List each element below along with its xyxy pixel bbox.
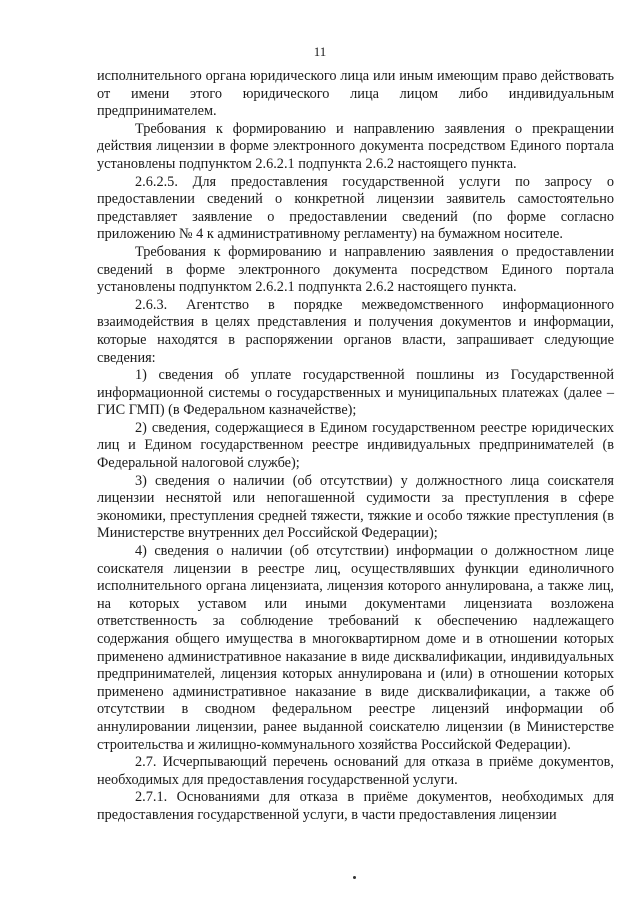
bottom-dot-mark (353, 876, 356, 879)
list-item-4: 4) сведения о наличии (об отсутствии) информации о должностном лице соискателя лицензии в реестре лиц, осуществлявших функции единоличного исполнительного органа лицензиата, лицензия которого аннулирована, а также лиц, на которых уставом или иными документами лицензиата возложена ответственность за соблюдение требований к обеспечению надлежащего содержания общего имущества в многоквартирном доме и в отношении которых применено административное наказание в виде дисквалификации, индивидуальных предпринимателей, лицензия которых аннулирована и (или) в отношении которых применено административное наказание в виде дисквалификации, а также об отсутствии в сводном федеральном реестре лицензий информации об аннулировании лицензии, ранее выданной соискателю лицензии (в Министерстве строительства и жилищно-коммунального хозяйства Российской Федерации). (97, 543, 614, 753)
list-item-2: 2) сведения, содержащиеся в Едином государственном реестре юридических лиц и Едином государственном реестре индивидуальных предпринимателей (в Федеральной налоговой службе); (97, 419, 614, 472)
section-heading-2-7: 2.7. Исчерпывающий перечень оснований для отказа в приёме документов, необходимых для предоставления государственной услуги. (97, 754, 614, 788)
paragraph-3: 2.6.2.5. Для предоставления государственной услуги по запросу о предоставлении сведений о конкретной лицензии заявитель самостоятельно представляет заявление о предоставлении сведений (по форме согласно приложению № 4 к административному регламенту) на бумажном носителе. (97, 173, 614, 243)
list-item-3: 3) сведения о наличии (об отсутствии) у должностного лица соискателя лицензии неснятой или непогашенной судимости за преступления в сфере экономики, преступления средней тяжести, тяжкие и особо тяжкие преступления (в Министерстве внутренних дел Российской Федерации); (97, 472, 614, 542)
document-body (97, 68, 614, 825)
paragraph-2-7-1: 2.7.1. Основаниями для отказа в приёме документов, необходимых для предоставления государственной услуги, в части предоставления лицензии (97, 789, 614, 823)
list-item-1: 1) сведения об уплате государственной пошлины из Государственной информационной системы о государственных и муниципальных платежах (далее – ГИС ГМП) (в Федеральном казначействе); (97, 367, 614, 419)
paragraph-2: Требования к формированию и направлению заявления о прекращении действия лицензии в форме электронного документа посредством Единого портала установлены подпунктом 2.6.2.1 подпункта 2.6.2 настоящего пункта. (97, 120, 614, 172)
paragraph-5: 2.6.3. Агентство в порядке межведомственного информационного взаимодействия в целях представления и получения документов и информации, которые находятся в распоряжении органов власти, запрашивает следующие сведения: (97, 296, 614, 366)
page-number: 11 (313, 44, 327, 59)
paragraph-1: исполнительного органа юридического лица или иным имеющим право действовать от имени этого юридического лица лицом либо индивидуальным предпринимателем. (97, 68, 614, 120)
paragraph-4: Требования к формированию и направлению заявления о предоставлении сведений в форме электронного документа посредством Единого портала установлены подпунктом 2.6.2.1 подпункта 2.6.2 настоящего пункта. (97, 243, 614, 296)
